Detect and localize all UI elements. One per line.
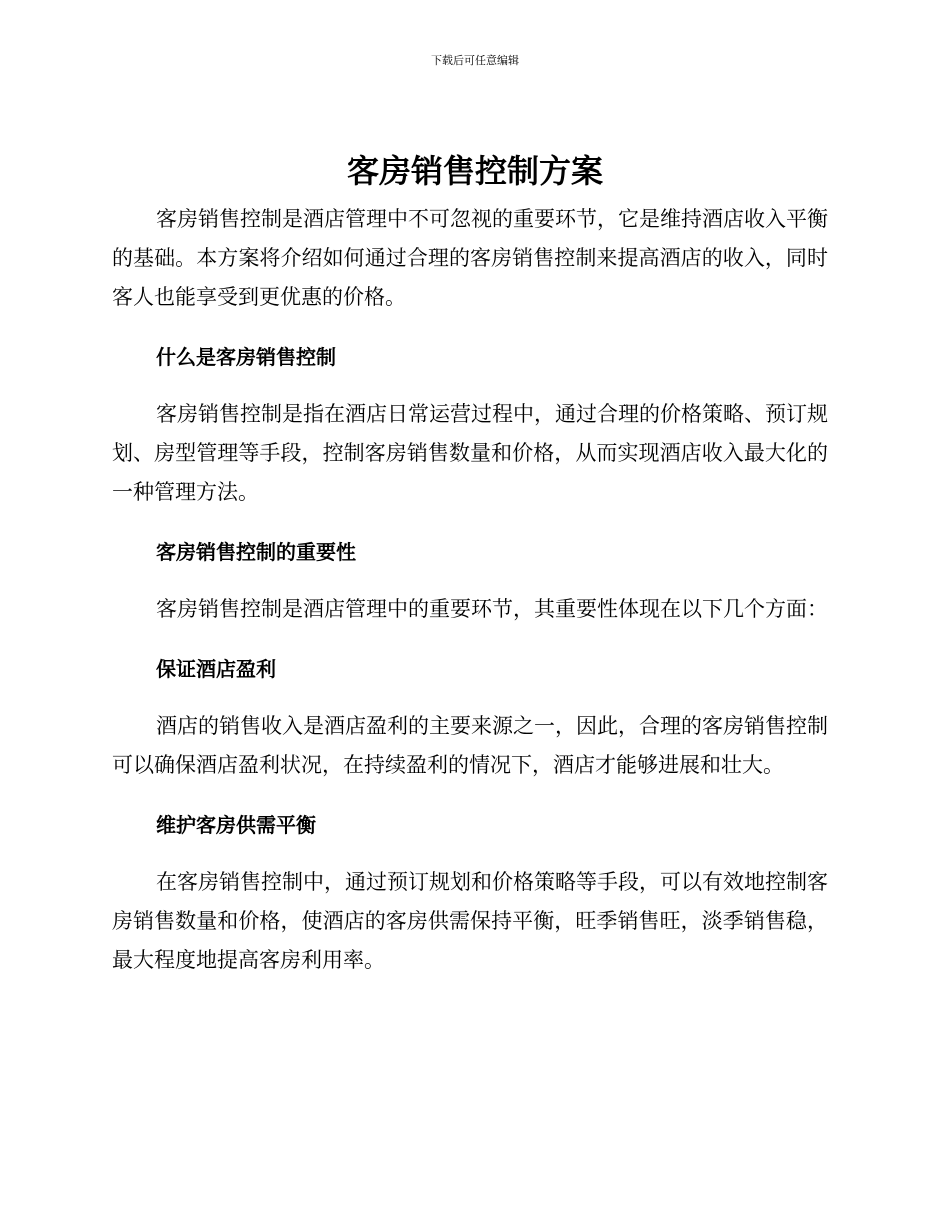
section-heading-importance: 客房销售控制的重要性 (156, 540, 356, 564)
section-heading-balance: 维护客房供需平衡 (156, 813, 316, 837)
section-body-profit: 酒店的销售收入是酒店盈利的主要来源之一，因此，合理的客房销售控制可以确保酒店盈利状况，在持续盈利的情况下，酒店才能够进展和壮大。 (112, 714, 828, 777)
section-body-balance: 在客房销售控制中，通过预订规划和价格策略等手段，可以有效地控制客房销售数量和价格，使酒店的客房供需保持平衡，旺季销售旺，淡季销售稳，最大程度地提高客房利用率。 (112, 870, 828, 972)
intro-paragraph: 客房销售控制是酒店管理中不可忽视的重要环节，它是维持酒店收入平衡的基础。本方案将介绍如何通过合理的客房销售控制来提高酒店的收入，同时客人也能享受到更优惠的价格。 (112, 207, 828, 309)
section-heading-definition: 什么是客房销售控制 (156, 345, 336, 369)
document-title: 客房销售控制方案 (346, 152, 603, 190)
section-body-importance: 客房销售控制是酒店管理中的重要环节，其重要性体现在以下几个方面： (156, 597, 828, 621)
section-heading-profit: 保证酒店盈利 (156, 657, 276, 681)
section-body-definition: 客房销售控制是指在酒店日常运营过程中，通过合理的价格策略、预订规划、房型管理等手段，控制客房销售数量和价格，从而实现酒店收入最大化的一种管理方法。 (112, 402, 828, 504)
header-note: 下载后可任意编辑 (431, 54, 519, 67)
document-body (112, 200, 828, 980)
